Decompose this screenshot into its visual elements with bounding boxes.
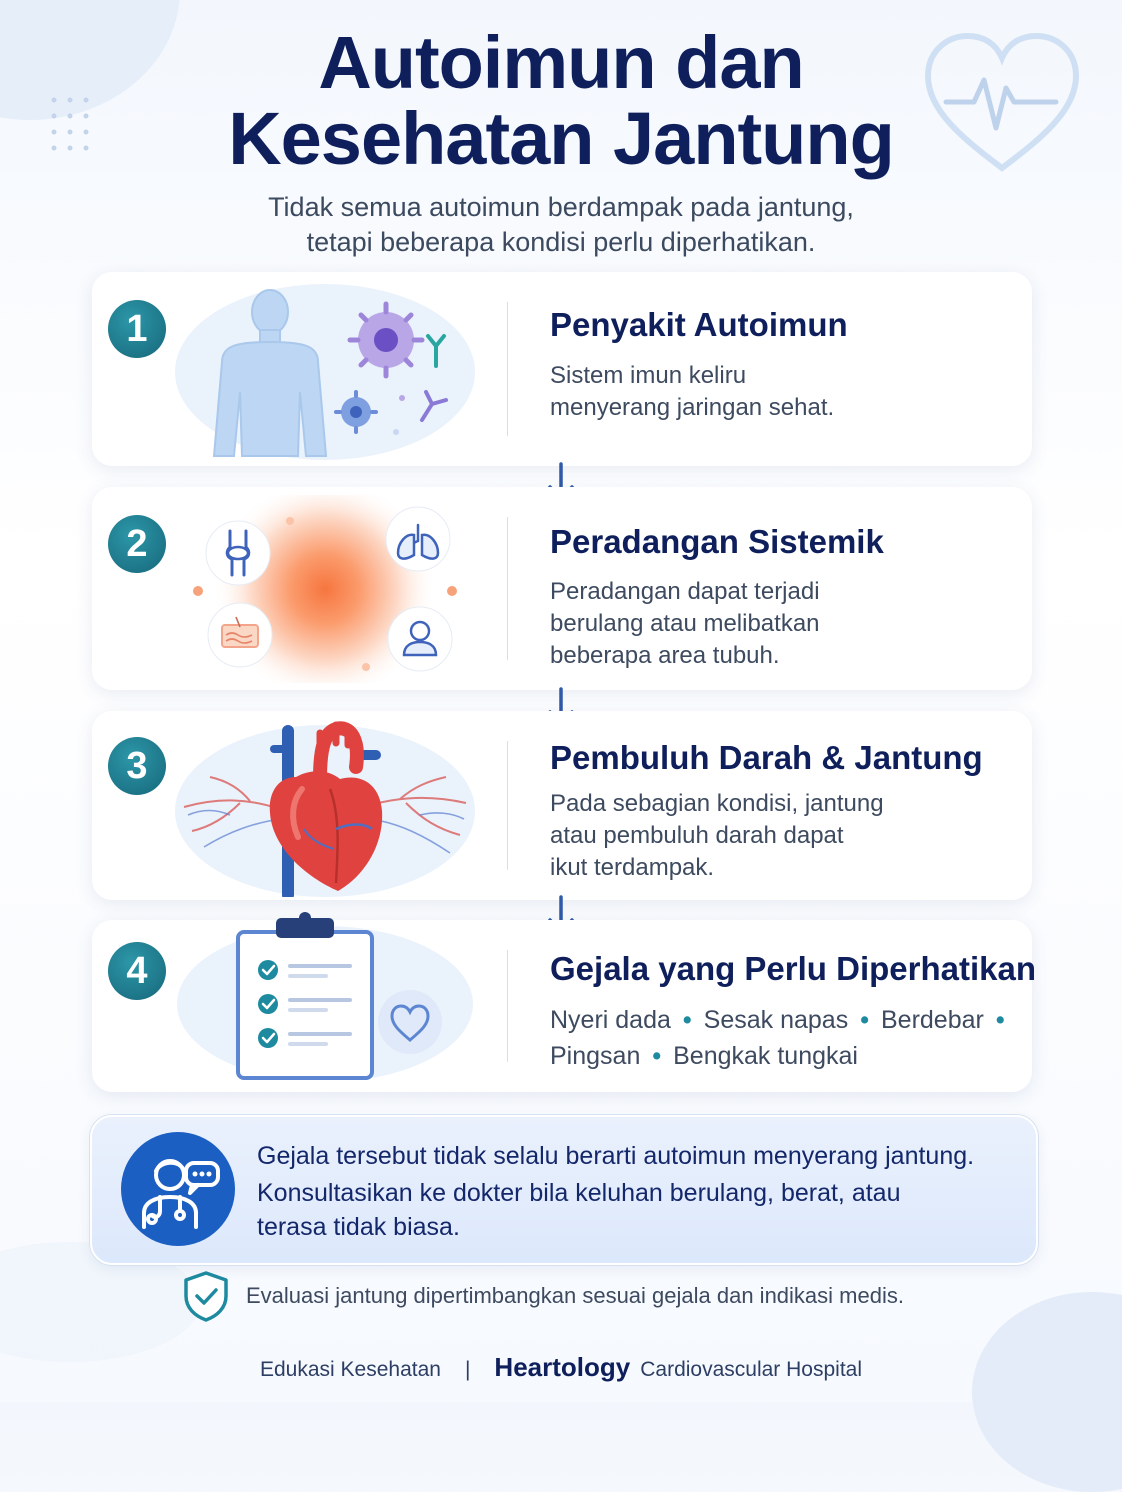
symptom-list bbox=[550, 1002, 1020, 1074]
step-title: Pembuluh Darah & Jantung bbox=[550, 739, 983, 776]
step-card-1 bbox=[92, 272, 1032, 466]
page-title-line-1: Autoimun dan bbox=[318, 21, 804, 104]
step-description-line: atau pembuluh darah dapat bbox=[550, 822, 844, 849]
step-title: Penyakit Autoimun bbox=[550, 306, 848, 343]
symptom-item: Bengkak tungkai bbox=[673, 1042, 858, 1070]
human-body-immune-cells-icon bbox=[170, 280, 480, 460]
shield-check-icon bbox=[180, 1270, 232, 1322]
step-description-line: menyerang jaringan sehat. bbox=[550, 394, 835, 421]
footer-label: Edukasi Kesehatan bbox=[259, 1358, 441, 1381]
card-divider bbox=[507, 950, 508, 1062]
doctor-chat-icon bbox=[120, 1131, 236, 1247]
step-description-line: Sistem imun keliru bbox=[550, 362, 747, 389]
step-description-line: berulang atau melibatkan bbox=[550, 610, 820, 637]
step-title: Gejala yang Perlu Diperhatikan bbox=[550, 950, 1037, 987]
step-description-line: Peradangan dapat terjadi bbox=[550, 578, 820, 605]
step-number-badge: 3 bbox=[108, 737, 166, 795]
card-divider bbox=[507, 302, 508, 436]
callout-line-1: Gejala tersebut tidak selalu berarti autoimun menyerang jantung. bbox=[257, 1142, 975, 1170]
callout-text bbox=[257, 1139, 974, 1244]
systemic-inflammation-icon bbox=[170, 495, 480, 683]
symptom-item: Nyeri dada bbox=[550, 1006, 671, 1034]
step-description-line: beberapa area tubuh. bbox=[550, 642, 780, 669]
step-description bbox=[550, 788, 884, 884]
doctor-consultation-callout bbox=[90, 1115, 1038, 1265]
callout-line-2: Konsultasikan ke dokter bila keluhan berulang, berat, atau bbox=[257, 1179, 901, 1207]
step-number-badge: 2 bbox=[108, 515, 166, 573]
background-blob-bottom-right bbox=[972, 1292, 1122, 1492]
step-card-3 bbox=[92, 711, 1032, 900]
page-title-line-2: Kesehatan Jantung bbox=[228, 97, 894, 180]
step-card-4 bbox=[92, 920, 1037, 1092]
step-number-badge: 4 bbox=[108, 942, 166, 1000]
bullet-separator: • bbox=[682, 1006, 692, 1034]
step-description bbox=[550, 360, 834, 424]
brand-suffix: Cardiovascular Hospital bbox=[640, 1358, 862, 1381]
step-description bbox=[550, 576, 820, 672]
step-number-badge: 1 bbox=[108, 300, 166, 358]
step-card-2 bbox=[92, 487, 1032, 690]
card-divider bbox=[507, 741, 508, 870]
callout-line-3: terasa tidak biasa. bbox=[257, 1213, 460, 1241]
page-subtitle bbox=[0, 190, 1122, 260]
bullet-separator: • bbox=[860, 1006, 869, 1034]
heart-blood-vessels-icon bbox=[170, 719, 480, 897]
card-divider bbox=[507, 517, 508, 660]
checklist-clipboard-icon bbox=[170, 912, 480, 1080]
step-description-line: Pada sebagian kondisi, jantung bbox=[550, 790, 884, 817]
step-title: Peradangan Sistemik bbox=[550, 523, 884, 560]
symptom-item: Sesak napas bbox=[703, 1006, 849, 1034]
evaluation-note bbox=[180, 1270, 980, 1322]
symptom-item: Berdebar bbox=[880, 1006, 984, 1034]
step-description-line: ikut terdampak. bbox=[550, 854, 715, 881]
footer bbox=[0, 1352, 1122, 1383]
bullet-separator: • bbox=[652, 1042, 662, 1070]
bullet-separator: • bbox=[995, 1006, 1005, 1034]
subtitle-line-1: Tidak semua autoimun berdampak pada jantung, bbox=[268, 192, 854, 222]
page-title bbox=[0, 21, 1122, 180]
footer-separator: | bbox=[464, 1358, 471, 1381]
brand-name: Heartology bbox=[494, 1352, 631, 1382]
evaluation-note-text: Evaluasi jantung dipertimbangkan sesuai gejala dan indikasi medis. bbox=[246, 1283, 904, 1308]
symptom-item: Pingsan bbox=[550, 1042, 641, 1070]
subtitle-line-2: tetapi beberapa kondisi perlu diperhatikan. bbox=[306, 227, 816, 257]
